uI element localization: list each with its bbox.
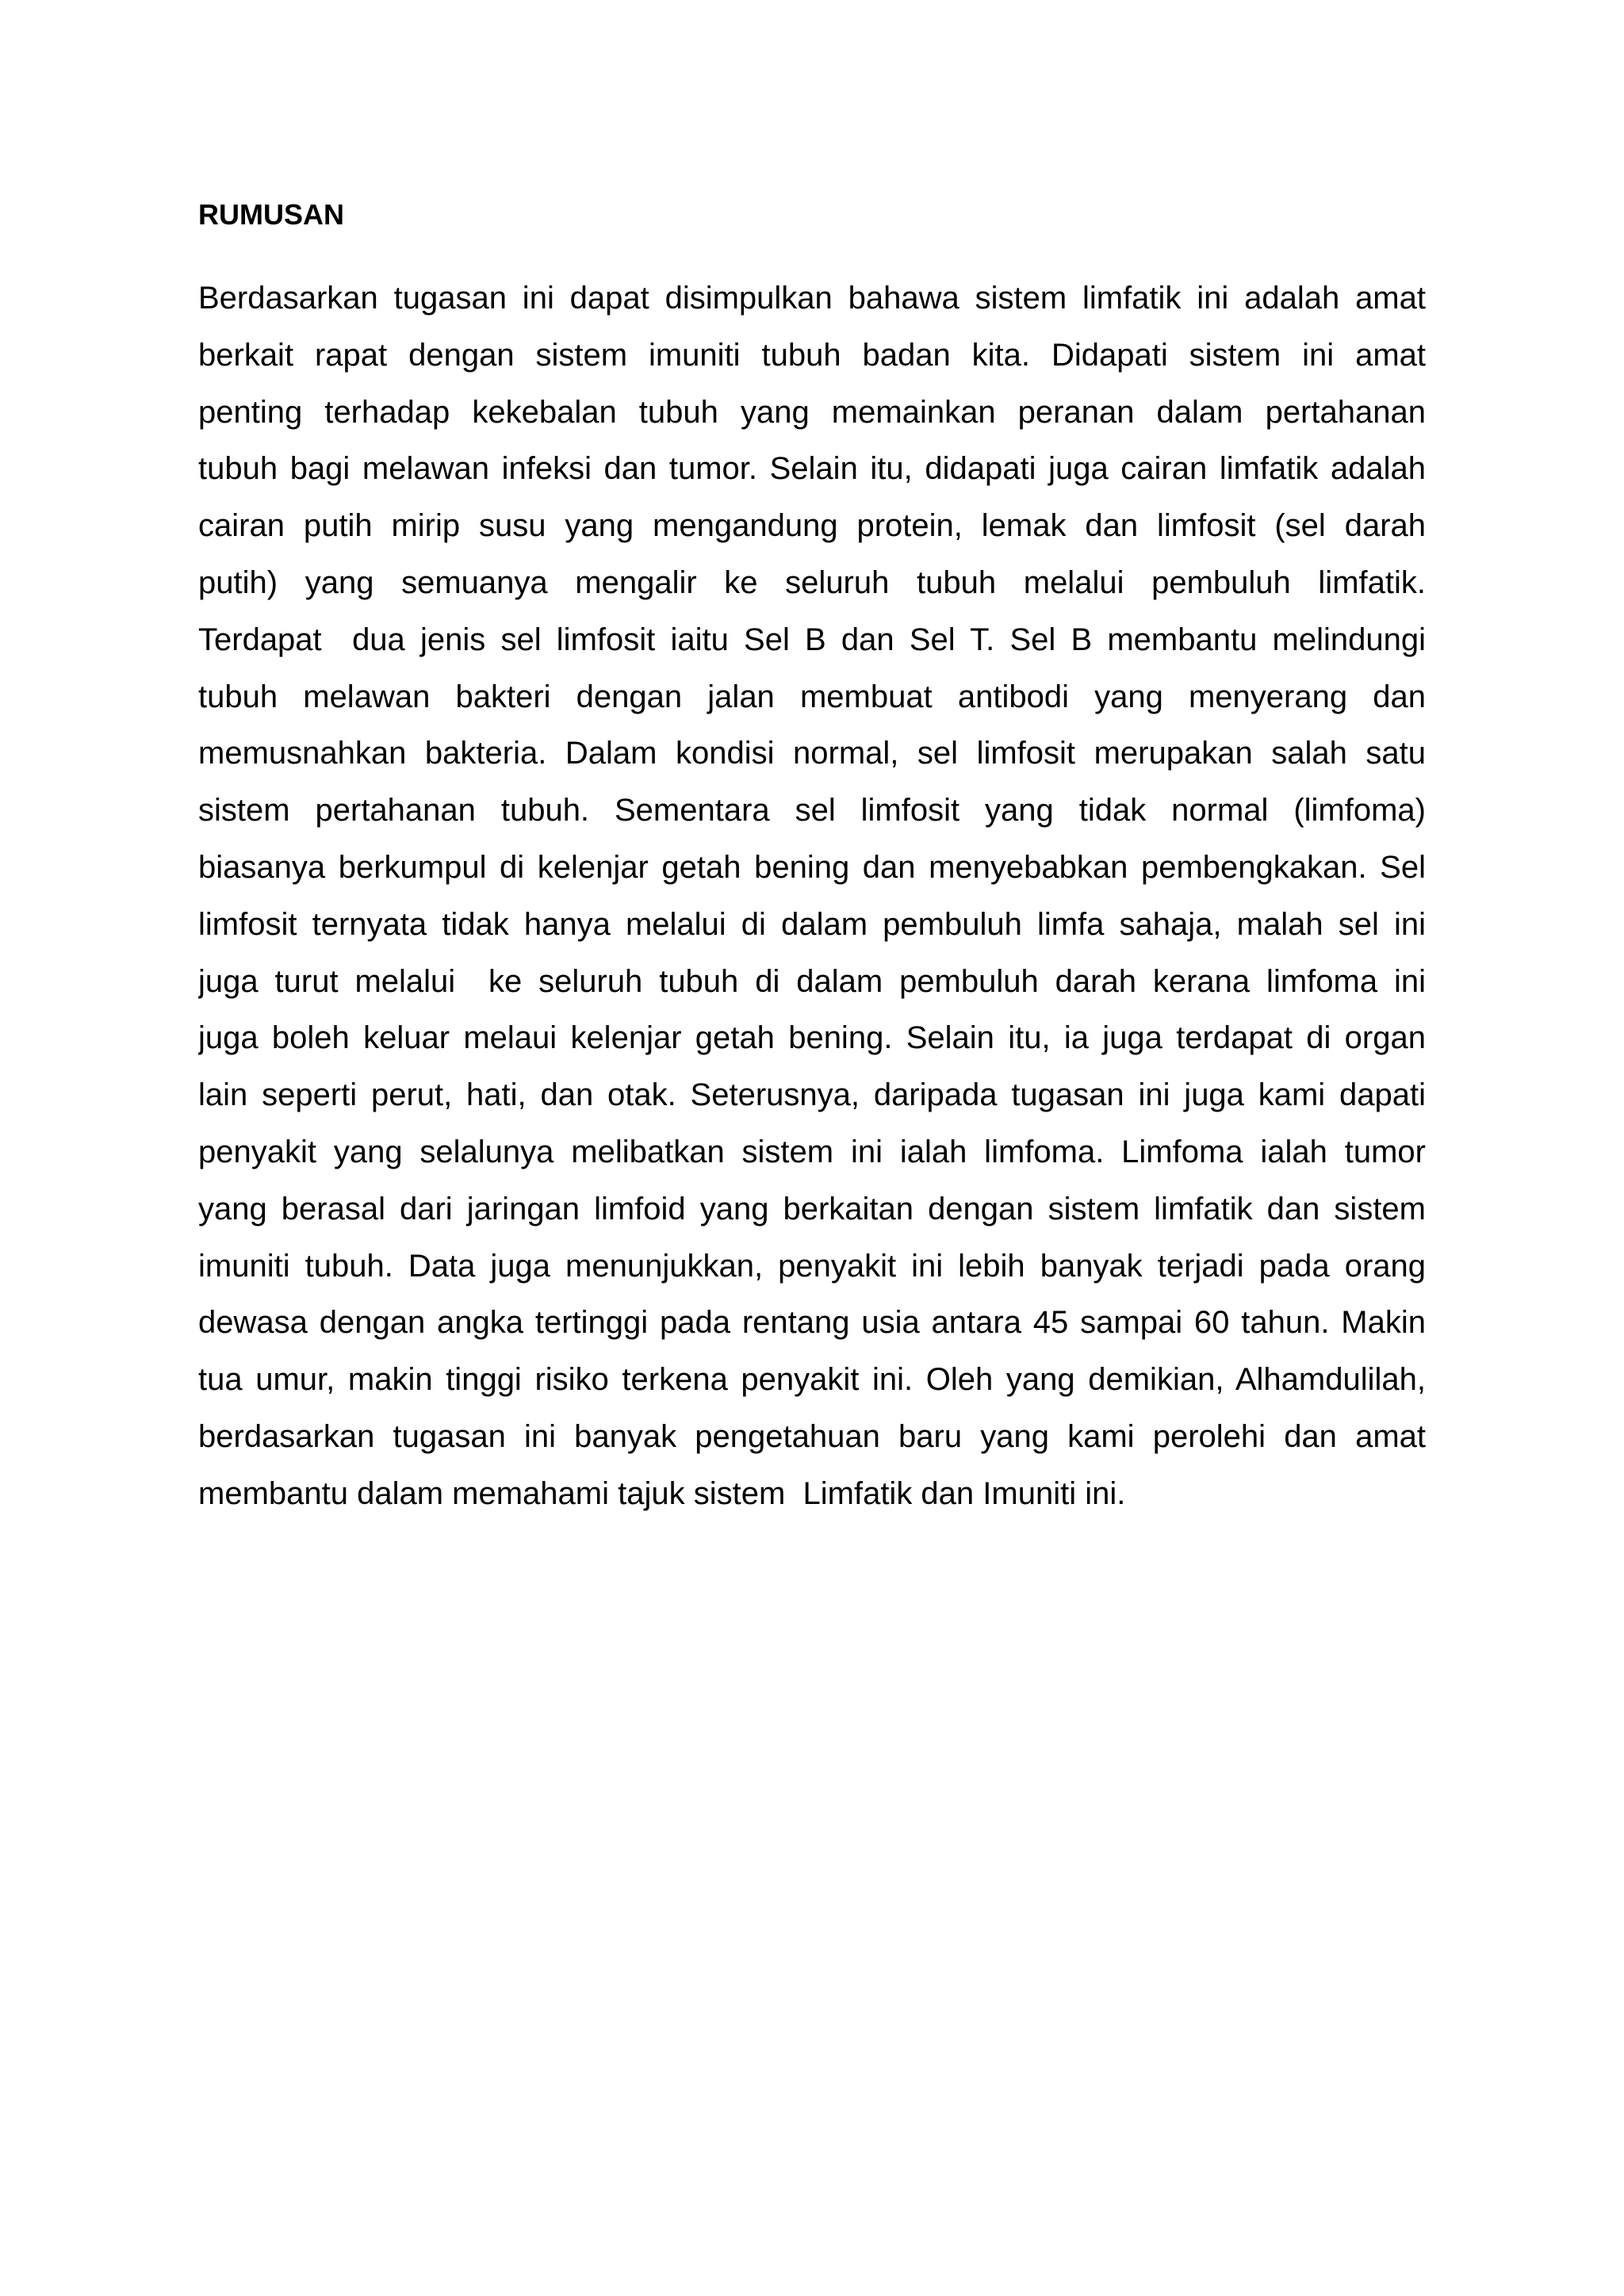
paragraph-line: memusnahkan bakteria. Dalam kondisi normal, sel limfosit merupakan salah satu [198,736,1426,771]
paragraph-line: lain seperti perut, hati, dan otak. Seterusnya, daripada tugasan ini juga kami dapati [198,1077,1426,1113]
paragraph-line: biasanya berkumpul di kelenjar getah bening dan menyebabkan pembengkakan. Sel [198,849,1426,885]
paragraph-line: yang berasal dari jaringan limfoid yang berkaitan dengan sistem limfatik dan sistem [198,1191,1426,1226]
paragraph-line: tubuh melawan bakteri dengan jalan membuat antibodi yang menyerang dan [198,679,1426,714]
paragraph-line: limfosit ternyata tidak hanya melalui di dalam pembuluh limfa sahaja, malah sel ini [198,906,1426,942]
paragraph-line: juga boleh keluar melaui kelenjar getah bening. Selain itu, ia juga terdapat di organ [198,1020,1426,1056]
paragraph-line: membantu dalam memahami tajuk sistem Limfatik dan Imuniti ini. [198,1475,1126,1511]
paragraph-line: berkait rapat dengan sistem imuniti tubuh badan kita. Didapati sistem ini amat [198,337,1426,373]
paragraph-line: putih) yang semuanya mengalir ke seluruh tubuh melalui pembuluh limfatik. [198,564,1426,600]
paragraph-line: penting terhadap kekebalan tubuh yang memainkan peranan dalam pertahanan [198,394,1426,430]
paragraph-line: Terdapat dua jenis sel limfosit iaitu Sel B dan Sel T. Sel B membantu melindungi [198,622,1426,657]
paragraph-line: sistem pertahanan tubuh. Sementara sel limfosit yang tidak normal (limfoma) [198,793,1426,828]
conclusion-paragraph [198,270,1426,1523]
paragraph-line: penyakit yang selalunya melibatkan sistem ini ialah limfoma. Limfoma ialah tumor [198,1134,1426,1169]
section-heading: RUMUSAN [198,198,344,231]
paragraph-line: berdasarkan tugasan ini banyak pengetahuan baru yang kami perolehi dan amat [198,1418,1426,1454]
paragraph-line: tua umur, makin tinggi risiko terkena penyakit ini. Oleh yang demikian, Alhamdulilah, [198,1362,1426,1398]
paragraph-line: Berdasarkan tugasan ini dapat disimpulkan bahawa sistem limfatik ini adalah amat [198,281,1426,316]
paragraph-line: tubuh bagi melawan infeksi dan tumor. Selain itu, didapati juga cairan limfatik adalah [198,451,1426,487]
paragraph-line: dewasa dengan angka tertinggi pada rentang usia antara 45 sampai 60 tahun. Makin [198,1305,1426,1341]
paragraph-line: cairan putih mirip susu yang mengandung protein, lemak dan limfosit (sel darah [198,508,1426,544]
paragraph-line: juga turut melalui ke seluruh tubuh di dalam pembuluh darah kerana limfoma ini [198,963,1426,999]
paragraph-line: imuniti tubuh. Data juga menunjukkan, penyakit ini lebih banyak terjadi pada orang [198,1248,1426,1284]
